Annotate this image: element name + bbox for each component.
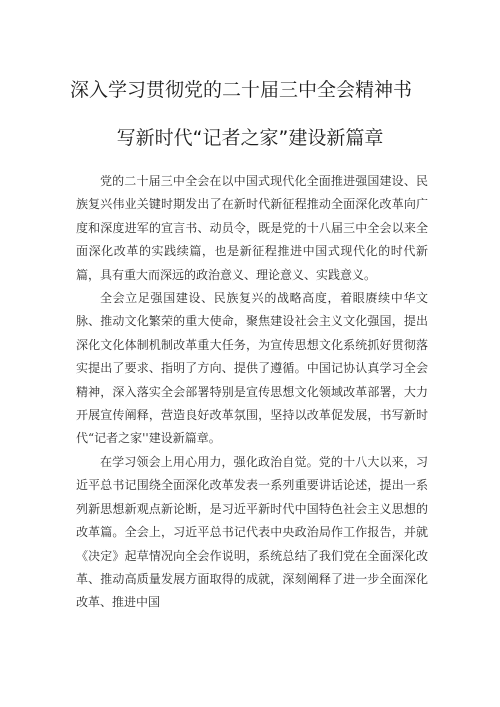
paragraph: 党的二十届三中全会在以中国式现代化全面推进强国建设、民族复兴伟业关键时期发出了在新时代新征程推动全面深化改革向广度和深度进军的宣言书、动员令，既是党的十八届三中全会以来全面深化改革的实践续篇，也是新征程推进中国式现代化的时代新篇，具有重大而深远的政治意义、理论意义、实践意义。	[76, 174, 428, 282]
document-title-line-1: 深入学习贯彻党的二十届三中全会精神书	[69, 79, 412, 101]
document-body	[76, 170, 428, 615]
document-title-line-2: 写新时代“记者之家”建设新篇章	[116, 127, 384, 149]
paragraph: 在学习领会上用心用力，强化政治自觉。党的十八大以来，习近平总书记围绕全面深化改革发表一系列重要讲话论述，提出一系列新思想新观点新论断，是习近平新时代中国特色社会主义思想的改革篇。全会上，习近平总书记代表中央政治局作工作报告，并就《决定》起草情况向全会作说明，系统总结了我们党在全面深化改革、推动高质量发展方面取得的成就，深刻阐释了进一步全面深化改革、推进中国	[76, 454, 428, 610]
paragraph: 全会立足强国建设、民族复兴的战略高度，着眼赓续中华文脉、推动文化繁荣的重大使命，聚焦建设社会主义文化强国，提出深化文化体制机制改革重大任务，为宣传思想文化系统抓好贯彻落实提出了要求、指明了方向、提供了遵循。中国记协认真学习全会精神，深入落实全会部署特别是宣传思想文化领域改革部署，大力开展宣传阐释，营造良好改革氛围，坚持以改革促发展，书写新时代“记者之家''建设新篇章。	[76, 291, 428, 446]
